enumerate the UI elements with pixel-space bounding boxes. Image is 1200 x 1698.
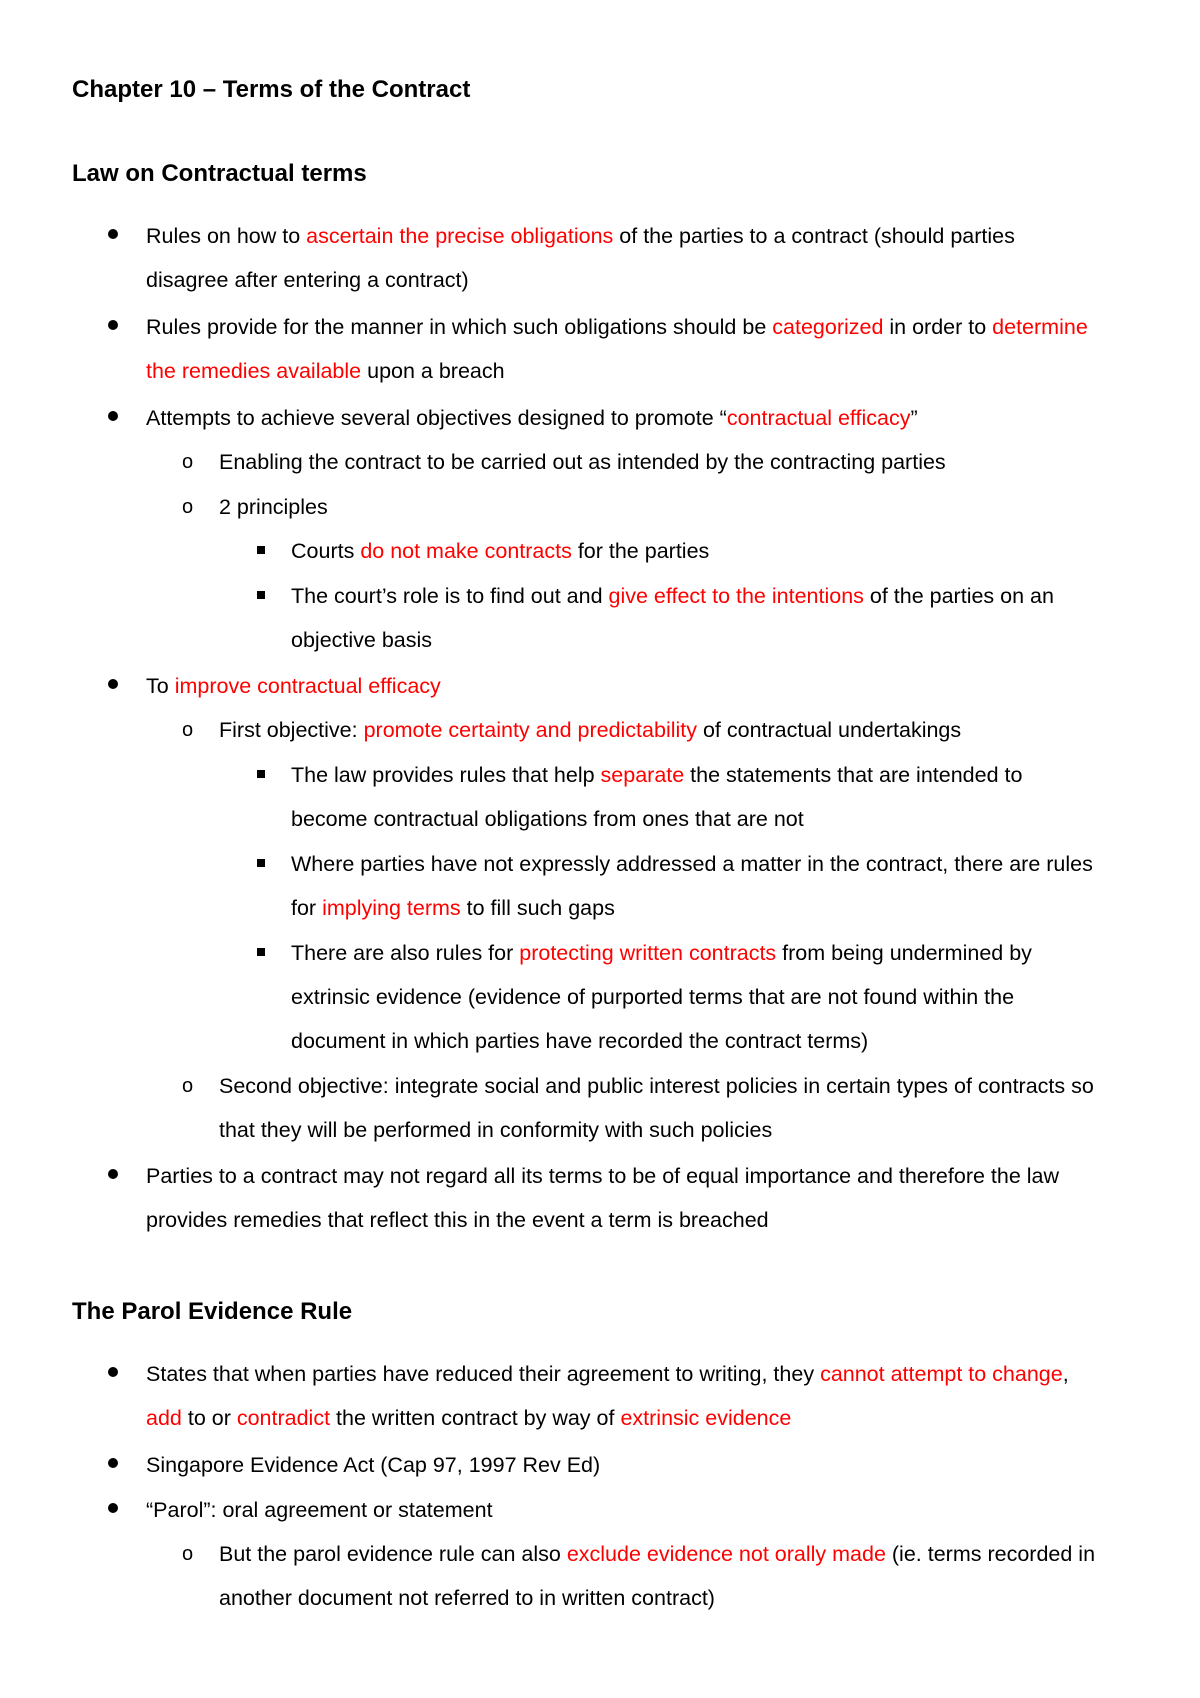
sub-sub-item-line: The law provides rules that help separate the statements that are intended to bbox=[291, 763, 1023, 787]
highlight-text: exclude evidence not orally made bbox=[566, 1542, 886, 1566]
sub-sub-item-line: for implying terms to fill such gaps bbox=[291, 896, 615, 920]
list-item-line: States that when parties have reduced their agreement to writing, they cannot attempt to change, bbox=[146, 1362, 1069, 1386]
section-heading-parol-evidence: The Parol Evidence Rule bbox=[72, 1298, 353, 1325]
highlight-text: separate bbox=[600, 763, 685, 787]
list-item-line: add to or contradict the written contract by way of extrinsic evidence bbox=[146, 1406, 792, 1430]
square-bullet-icon bbox=[257, 591, 265, 599]
sub-item-line: that they will be performed in conformity with such policies bbox=[219, 1118, 773, 1142]
bullet-icon bbox=[108, 1169, 118, 1179]
sub-item-line: 2 principles bbox=[219, 495, 328, 519]
highlight-text: do not make contracts bbox=[360, 539, 572, 563]
square-bullet-icon bbox=[257, 770, 265, 778]
list-item-line: disagree after entering a contract) bbox=[146, 268, 469, 292]
list-item-line: Rules provide for the manner in which such obligations should be categorized in order to determine bbox=[146, 315, 1088, 339]
list-item-line: provides remedies that reflect this in the event a term is breached bbox=[146, 1208, 769, 1232]
square-bullet-icon bbox=[257, 948, 265, 956]
sub-sub-item-line: The court’s role is to find out and give effect to the intentions of the parties on an bbox=[291, 584, 1054, 608]
highlight-text: contractual efficacy bbox=[726, 406, 911, 430]
sub-sub-item-line: objective basis bbox=[291, 628, 433, 652]
sub-item-line: Enabling the contract to be carried out as intended by the contracting parties bbox=[219, 450, 946, 474]
bullet-icon bbox=[108, 1503, 118, 1513]
list-item-line: Singapore Evidence Act (Cap 97, 1997 Rev Ed) bbox=[146, 1453, 601, 1477]
sub-item-line: First objective: promote certainty and predictability of contractual undertakings bbox=[219, 718, 962, 742]
highlight-text: categorized bbox=[772, 315, 884, 339]
sub-item-line: another document not referred to in written contract) bbox=[219, 1586, 715, 1610]
bullet-icon bbox=[108, 1458, 118, 1468]
sub-sub-item-line: There are also rules for protecting written contracts from being undermined by bbox=[291, 941, 1032, 965]
list-item-line: “Parol”: oral agreement or statement bbox=[146, 1498, 493, 1522]
highlight-text: cannot attempt to change bbox=[820, 1362, 1063, 1386]
highlight-text: ascertain the precise obligations bbox=[306, 224, 614, 248]
highlight-text: contradict bbox=[236, 1406, 331, 1430]
section-heading-contractual-terms: Law on Contractual terms bbox=[72, 160, 367, 187]
highlight-text: protecting written contracts bbox=[519, 941, 777, 965]
highlight-text: improve contractual efficacy bbox=[174, 674, 441, 698]
square-bullet-icon bbox=[257, 546, 265, 554]
sub-sub-item-line: document in which parties have recorded the contract terms) bbox=[291, 1029, 869, 1053]
list-item-line: the remedies available upon a breach bbox=[146, 359, 505, 383]
sub-item-line: Second objective: integrate social and public interest policies in certain types of contracts so bbox=[219, 1074, 1094, 1098]
highlight-text: give effect to the intentions bbox=[608, 584, 864, 608]
hollow-bullet-icon: o bbox=[182, 1075, 194, 1097]
sub-sub-item-line: extrinsic evidence (evidence of purported terms that are not found within the bbox=[291, 985, 1015, 1009]
bullet-icon bbox=[108, 679, 118, 689]
highlight-text: add bbox=[146, 1406, 182, 1430]
highlight-text: the remedies available bbox=[146, 359, 362, 383]
bullet-icon bbox=[108, 1367, 118, 1377]
bullet-icon bbox=[108, 229, 118, 239]
list-item-line: Attempts to achieve several objectives designed to promote “contractual efficacy” bbox=[146, 406, 918, 430]
chapter-title: Chapter 10 – Terms of the Contract bbox=[72, 76, 471, 103]
list-item-line: To improve contractual efficacy bbox=[146, 674, 441, 698]
list-item-line: Parties to a contract may not regard all its terms to be of equal importance and therefore the law bbox=[146, 1164, 1060, 1188]
highlight-text: extrinsic evidence bbox=[620, 1406, 792, 1430]
list-item-line: Rules on how to ascertain the precise obligations of the parties to a contract (should parties bbox=[146, 224, 1015, 248]
bullet-icon bbox=[108, 320, 118, 330]
highlight-text: promote certainty and predictability bbox=[363, 718, 697, 742]
hollow-bullet-icon: o bbox=[182, 496, 194, 518]
sub-sub-item-line: Courts do not make contracts for the parties bbox=[291, 539, 710, 563]
sub-sub-item-line: Where parties have not expressly addressed a matter in the contract, there are rules bbox=[291, 852, 1093, 876]
hollow-bullet-icon: o bbox=[182, 719, 194, 741]
highlight-text: determine bbox=[992, 315, 1088, 339]
bullet-icon bbox=[108, 411, 118, 421]
sub-sub-item-line: become contractual obligations from ones that are not bbox=[291, 807, 804, 831]
square-bullet-icon bbox=[257, 859, 265, 867]
highlight-text: implying terms bbox=[322, 896, 461, 920]
hollow-bullet-icon: o bbox=[182, 1543, 194, 1565]
sub-item-line: But the parol evidence rule can also exclude evidence not orally made (ie. terms recorded in bbox=[219, 1542, 1096, 1566]
hollow-bullet-icon: o bbox=[182, 451, 194, 473]
